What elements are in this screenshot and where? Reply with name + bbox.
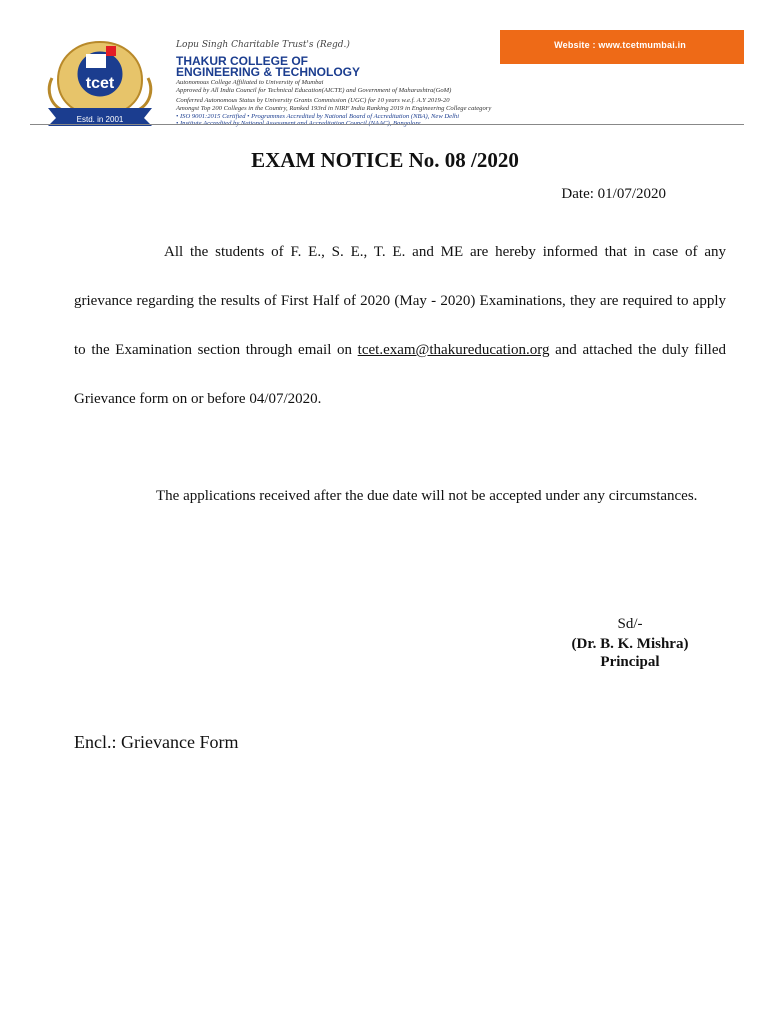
notice-title: EXAM NOTICE No. 08 /2020 [251, 148, 519, 172]
website-text[interactable]: Website : www.tcetmumbai.in [554, 40, 686, 50]
accreditation-line: • ISO 9001:2015 Certified • Programmes Accredited by National Board of Accreditation (NBA), New Delhi [176, 113, 460, 120]
paragraph-2-text: The applications received after the due date will not be accepted under any circumstances. [156, 488, 698, 504]
notice-date: Date: 01/07/2020 [561, 186, 666, 202]
established-text: Estd. in 2001 [76, 115, 124, 124]
college-name-line1: THAKUR COLLEGE OF [176, 54, 308, 68]
college-logo [36, 38, 164, 126]
letterhead [30, 30, 744, 126]
signatory-designation: Principal [600, 654, 660, 670]
paragraph-1-text-continued: and attached the duly filled Grievance form on or before 04/07/2020. [74, 342, 727, 407]
email-link[interactable]: tcet.exam@thakureducation.org [357, 342, 550, 358]
autonomy-line: Conferred Autonomous Status by University Grants Commission (UGC) for 10 years w.e.f. A.Y 2019-20 [176, 97, 450, 104]
affiliation-line: Autonomous College Affiliated to University of Mumbai [176, 79, 324, 86]
ranking-line: Amongst Top 200 Colleges in the Country, Ranked 193rd in NIRF India Ranking 2019 in Engineering College category [176, 105, 492, 112]
signature-mark: Sd/- [617, 616, 643, 632]
website-banner [500, 30, 744, 64]
paragraph-1-text: All the students of F. E., S. E., T. E. and ME are hereby informed that in case of any grievance regarding the results of First Half of 2020 (May - 2020) Examinations, they are required to apply to the Examination section through email on [74, 244, 726, 358]
logo-wordmark: tcet [85, 75, 115, 92]
notice-paragraph-2 [74, 472, 726, 521]
approval-line: Approved by All India Council for Technical Education(AICTE) and Government of Maharashtra(GoM) [176, 87, 452, 94]
notice-paragraph-1 [74, 228, 726, 424]
enclosure-note: Encl.: Grievance Form [74, 732, 239, 752]
trust-name: Lopu Singh Charitable Trust's (Regd.) [176, 40, 350, 50]
college-name-line2: ENGINEERING & TECHNOLOGY [176, 65, 361, 79]
signatory-name: (Dr. B. K. Mishra) [571, 636, 689, 652]
letterhead-rule [30, 124, 744, 125]
